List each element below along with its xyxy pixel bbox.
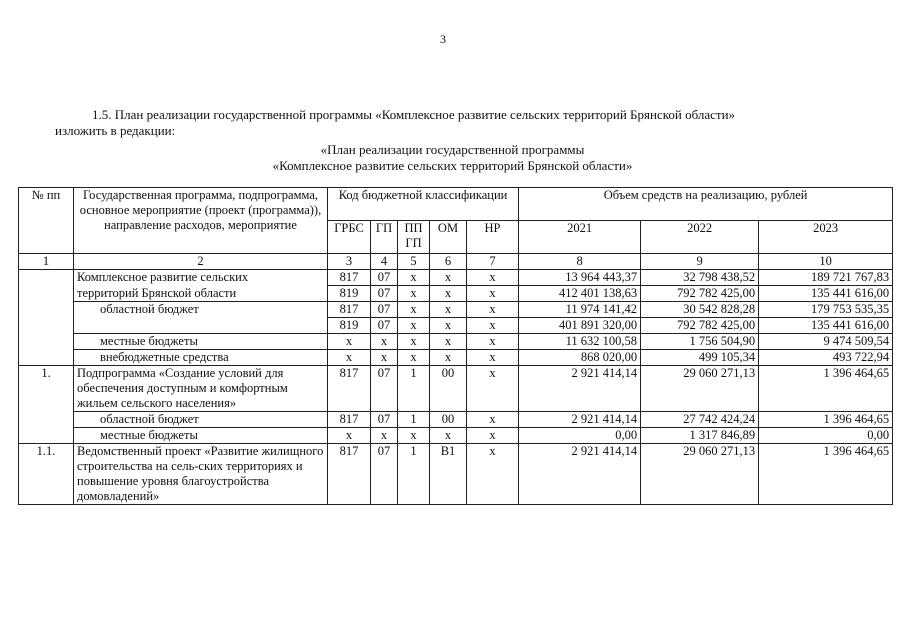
cell-pp: 1 (398, 366, 430, 412)
column-number-row (19, 254, 893, 270)
cell-grbs: 817 (328, 412, 371, 428)
column-number: 6 (430, 254, 467, 270)
cell-nr: х (467, 302, 519, 318)
table-row (19, 334, 893, 350)
cell-2022: 1 756 504,90 (641, 334, 759, 350)
column-number: 9 (641, 254, 759, 270)
cell-2022: 792 782 425,00 (641, 318, 759, 334)
cell-2021: 868 020,00 (519, 350, 641, 366)
cell-nr: х (467, 286, 519, 302)
cell-2021: 2 921 414,14 (519, 412, 641, 428)
cell-2022: 29 060 271,13 (641, 366, 759, 412)
cell-pp: х (398, 318, 430, 334)
cell-2023: 0,00 (759, 428, 893, 444)
cell-gp: х (371, 350, 398, 366)
cell-nr: х (467, 366, 519, 412)
table-row (19, 350, 893, 366)
table-row (19, 366, 893, 412)
plan-title-line-1: «План реализации государственной программы (320, 142, 585, 157)
header-nr: НР (467, 221, 519, 254)
row-name: областной бюджет (74, 412, 328, 428)
cell-2023: 179 753 535,35 (759, 302, 893, 318)
cell-grbs: 819 (328, 318, 371, 334)
cell-grbs: 817 (328, 302, 371, 318)
cell-pp: 1 (398, 412, 430, 428)
table-row (19, 428, 893, 444)
cell-om: х (430, 428, 467, 444)
column-number: 8 (519, 254, 641, 270)
cell-nr: х (467, 270, 519, 286)
table-row (19, 270, 893, 286)
cell-grbs: х (328, 350, 371, 366)
cell-gp: 07 (371, 444, 398, 505)
cell-om: х (430, 270, 467, 286)
cell-gp: 07 (371, 412, 398, 428)
cell-gp: 07 (371, 366, 398, 412)
cell-2022: 792 782 425,00 (641, 286, 759, 302)
cell-gp: х (371, 334, 398, 350)
cell-pp: 1 (398, 444, 430, 505)
cell-2022: 27 742 424,24 (641, 412, 759, 428)
cell-om: 00 (430, 366, 467, 412)
header-program: Государственная программа, подпрограмма, основное мероприятие (проект (программа)), направление расходов, мероприятие (74, 188, 328, 254)
row-name: Ведомственный проект «Развитие жилищного строительства на сель-ских территориях и повышение уровня благоустройства домовладений» (74, 444, 328, 505)
cell-2023: 1 396 464,65 (759, 412, 893, 428)
header-gp: ГП (371, 221, 398, 254)
cell-nr: х (467, 334, 519, 350)
header-volume-group: Объем средств на реализацию, рублей (519, 188, 893, 221)
cell-nr: х (467, 444, 519, 505)
cell-2021: 2 921 414,14 (519, 444, 641, 505)
plan-table (18, 187, 893, 505)
cell-2022: 32 798 438,52 (641, 270, 759, 286)
header-ppgp: ПП ГП (398, 221, 430, 254)
row-name: территорий Брянской области (74, 286, 328, 302)
cell-2023: 9 474 509,54 (759, 334, 893, 350)
cell-grbs: х (328, 428, 371, 444)
row-name: внебюджетные средства (74, 350, 328, 366)
cell-2021: 11 974 141,42 (519, 302, 641, 318)
cell-om: х (430, 350, 467, 366)
cell-2022: 29 060 271,13 (641, 444, 759, 505)
cell-grbs: 817 (328, 270, 371, 286)
column-number: 2 (74, 254, 328, 270)
cell-2022: 30 542 828,28 (641, 302, 759, 318)
plan-title-line-2: «Комплексное развитие сельских территорий Брянской области» (272, 158, 633, 173)
cell-pp: х (398, 334, 430, 350)
header-num: № пп (19, 188, 74, 254)
cell-om: х (430, 302, 467, 318)
table-row (19, 286, 893, 302)
header-code-group: Код бюджетной классификации (328, 188, 519, 221)
cell-2021: 2 921 414,14 (519, 366, 641, 412)
cell-gp: 07 (371, 318, 398, 334)
cell-2022: 1 317 846,89 (641, 428, 759, 444)
cell-nr: х (467, 428, 519, 444)
column-number: 10 (759, 254, 893, 270)
cell-2021: 13 964 443,37 (519, 270, 641, 286)
cell-om: х (430, 318, 467, 334)
page-number: 3 (440, 32, 446, 46)
header-2023: 2023 (759, 221, 893, 254)
cell-2023: 493 722,94 (759, 350, 893, 366)
cell-2021: 412 401 138,63 (519, 286, 641, 302)
intro-line-2: изложить в редакции: (55, 123, 176, 138)
cell-2023: 189 721 767,83 (759, 270, 893, 286)
column-number: 7 (467, 254, 519, 270)
header-row-1 (19, 188, 893, 221)
cell-2023: 135 441 616,00 (759, 318, 893, 334)
column-number: 4 (371, 254, 398, 270)
cell-grbs: 817 (328, 366, 371, 412)
cell-gp: 07 (371, 286, 398, 302)
row-name: местные бюджеты (74, 428, 328, 444)
cell-om: х (430, 334, 467, 350)
cell-2023: 1 396 464,65 (759, 444, 893, 505)
cell-om: х (430, 286, 467, 302)
row-name: областной бюджет (74, 302, 328, 334)
header-2022: 2022 (641, 221, 759, 254)
column-number: 5 (398, 254, 430, 270)
row-name: Комплексное развитие сельских (74, 270, 328, 286)
cell-pp: х (398, 270, 430, 286)
column-number: 3 (328, 254, 371, 270)
cell-gp: х (371, 428, 398, 444)
header-om: ОМ (430, 221, 467, 254)
cell-grbs: х (328, 334, 371, 350)
cell-2022: 499 105,34 (641, 350, 759, 366)
row-num: 1. (19, 366, 74, 444)
cell-pp: х (398, 302, 430, 318)
row-name: Подпрограмма «Создание условий для обеспечения доступным и комфортным жильем сельского населения» (74, 366, 328, 412)
row-num (19, 270, 74, 366)
column-number: 1 (19, 254, 74, 270)
cell-2023: 135 441 616,00 (759, 286, 893, 302)
cell-pp: х (398, 286, 430, 302)
header-grbs: ГРБС (328, 221, 371, 254)
cell-2021: 401 891 320,00 (519, 318, 641, 334)
cell-pp: х (398, 350, 430, 366)
cell-nr: х (467, 350, 519, 366)
cell-om: В1 (430, 444, 467, 505)
cell-gp: 07 (371, 302, 398, 318)
cell-gp: 07 (371, 270, 398, 286)
cell-2021: 0,00 (519, 428, 641, 444)
cell-2021: 11 632 100,58 (519, 334, 641, 350)
cell-om: 00 (430, 412, 467, 428)
cell-grbs: 819 (328, 286, 371, 302)
table-row (19, 302, 893, 318)
intro-line-1: 1.5. План реализации государственной программы «Комплексное развитие сельских территорий Брянской области» (92, 107, 736, 122)
cell-pp: х (398, 428, 430, 444)
row-name: местные бюджеты (74, 334, 328, 350)
header-2021: 2021 (519, 221, 641, 254)
table-row (19, 444, 893, 505)
cell-nr: х (467, 412, 519, 428)
row-num: 1.1. (19, 444, 74, 505)
cell-2023: 1 396 464,65 (759, 366, 893, 412)
cell-grbs: 817 (328, 444, 371, 505)
table-row (19, 412, 893, 428)
cell-nr: х (467, 318, 519, 334)
